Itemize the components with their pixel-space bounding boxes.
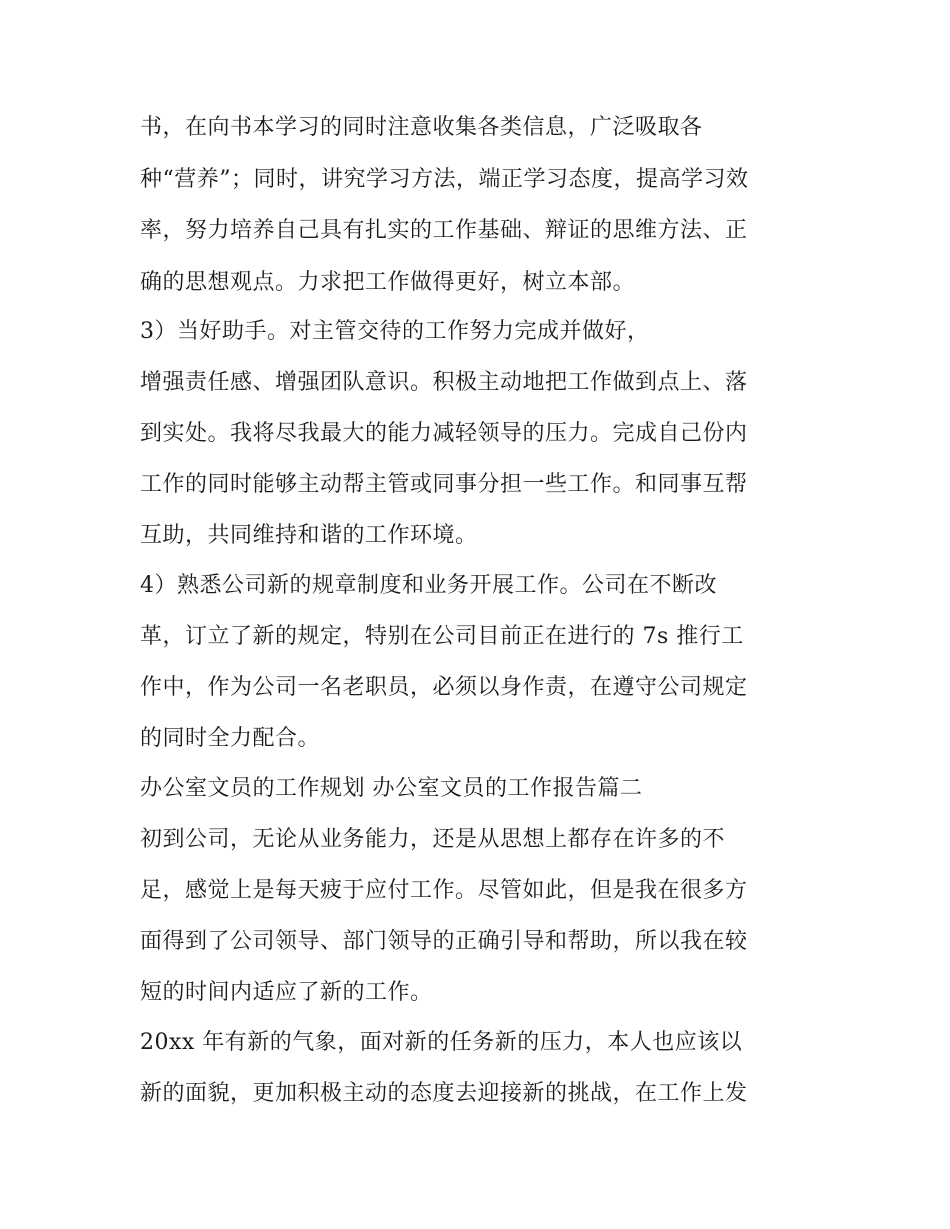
text-line: 书，在向书本学习的同时注意收集各类信息，广泛吸取各: [140, 115, 703, 140]
text-line: 互助，共同维持和谐的工作环境。: [140, 523, 478, 548]
text-line: 20xx 年有新的气象，面对新的任务新的压力，本人也应该以: [140, 1030, 743, 1055]
text-line: 率，努力培养自己具有扎实的工作基础、辩证的思维方法、正: [140, 218, 748, 243]
text-line: 革，订立了新的规定，特别在公司目前正在进行的 7s 推行工: [140, 624, 744, 649]
text-line: 新的面貌，更加积极主动的态度去迎接新的挑战，在工作上发: [140, 1081, 748, 1106]
text-line: 增强责任感、增强团队意识。积极主动地把工作做到点上、落: [140, 370, 748, 395]
text-line: 面得到了公司领导、部门领导的正确引导和帮助，所以我在较: [140, 929, 748, 954]
text-line: 确的思想观点。力求把工作做得更好，树立本部。: [140, 270, 636, 295]
text-line: 到实处。我将尽我最大的能力减轻领导的压力。完成自己份内: [140, 421, 748, 446]
list-item-heading: 4）熟悉公司新的规章制度和业务开展工作。公司在不断改: [140, 573, 717, 598]
text-line: 种“营养”；同时，讲究学习方法，端正学习态度，提高学习效: [140, 167, 749, 192]
list-item-heading: 3）当好助手。对主管交待的工作努力完成并做好，: [140, 319, 650, 344]
text-line: 作中，作为公司一名老职员，必须以身作责，在遵守公司规定: [140, 675, 748, 700]
text-line: 工作的同时能够主动帮主管或同事分担一些工作。和同事互帮: [140, 472, 748, 497]
text-line: 短的时间内适应了新的工作。: [140, 980, 433, 1005]
text-line: 初到公司，无论从业务能力，还是从思想上都存在许多的不: [140, 827, 726, 852]
text-line: 的同时全力配合。: [140, 726, 321, 751]
section-title: 办公室文员的工作规划 办公室文员的工作报告篇二: [140, 776, 643, 801]
text-line: 足，感觉上是每天疲于应付工作。尽管如此，但是我在很多方: [140, 878, 748, 903]
